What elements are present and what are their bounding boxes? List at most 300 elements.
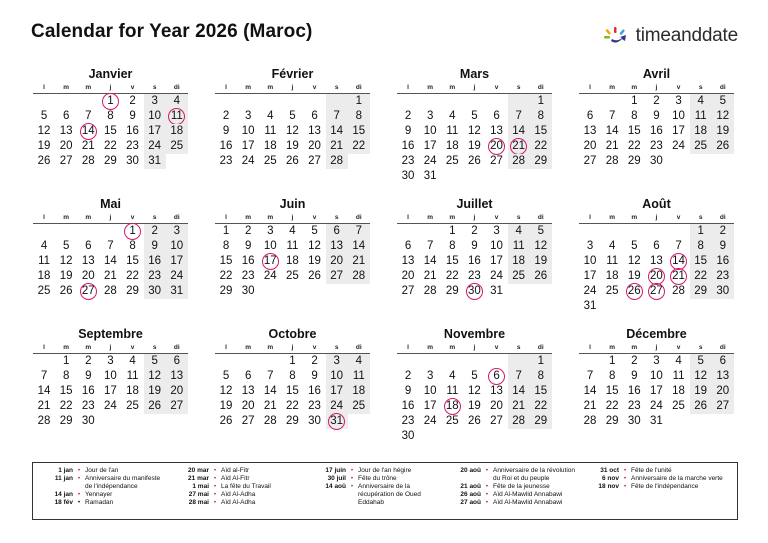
legend-date: 20 mar [188, 467, 209, 474]
day-cell: 4 [675, 355, 682, 367]
day-cell: 21 [423, 270, 437, 282]
empty-day-cell [259, 94, 281, 109]
weekday-label: m [267, 84, 274, 91]
day-cell: 15 [348, 124, 370, 139]
empty-day-cell [463, 354, 485, 369]
day-cell: 29 [690, 284, 712, 299]
empty-day-cell [601, 94, 623, 109]
day-cell: 7 [508, 109, 530, 124]
day-cell: 11 [508, 239, 530, 254]
day-cell: 28 [104, 285, 117, 297]
day-grid [215, 224, 370, 299]
day-cell: 10 [326, 369, 348, 384]
day-cell: 22 [348, 139, 370, 154]
legend-date: 1 jan [58, 467, 73, 474]
weekday-label: m [449, 344, 456, 351]
legend-date: 18 nov [598, 483, 619, 490]
legend-item [171, 491, 303, 499]
legend-item [171, 499, 303, 507]
day-cell: 5 [631, 240, 638, 252]
day-cell: 18 [37, 270, 51, 282]
day-cell: 22 [690, 269, 712, 284]
empty-day-cell [508, 354, 530, 369]
empty-day-cell [645, 224, 667, 239]
weekday-header [397, 343, 552, 354]
legend-column [308, 467, 440, 507]
day-cell: 4 [449, 370, 456, 382]
day-cell: 14 [263, 385, 277, 397]
day-cell: 11 [286, 240, 299, 252]
day-cell: 20 [326, 254, 348, 269]
empty-day-cell [601, 224, 623, 239]
day-cell: 9 [471, 240, 478, 252]
day-cell: 6 [653, 240, 660, 252]
legend-date: 6 nov [602, 475, 619, 482]
weekday-label: m [63, 214, 70, 221]
day-cell: 2 [712, 224, 734, 239]
weekday-label: s [698, 84, 703, 91]
day-cell: 9 [311, 370, 318, 382]
day-cell: 29 [126, 285, 139, 297]
day-cell: 25 [286, 270, 299, 282]
empty-day-cell [623, 224, 645, 239]
day-cell: 13 [241, 385, 255, 397]
weekday-label: j [109, 344, 112, 351]
legend-holiday-name: Fête du trône [358, 475, 397, 482]
weekday-label: l [407, 84, 409, 91]
day-cell: 15 [219, 255, 233, 267]
day-cell: 31 [166, 284, 188, 299]
day-cell: 16 [401, 400, 415, 412]
day-cell: 9 [631, 370, 638, 382]
day-cell: 24 [423, 415, 437, 427]
day-cell: 9 [712, 239, 734, 254]
day-cell: 21 [263, 400, 277, 412]
weekday-label: m [449, 214, 456, 221]
holiday-day-cell: 14 [77, 124, 99, 139]
legend-item [308, 483, 440, 507]
day-cell: 19 [144, 384, 166, 399]
weekday-label: di [173, 344, 180, 351]
month-6 [215, 196, 370, 299]
legend-column [443, 467, 579, 507]
day-cell: 15 [126, 255, 139, 267]
day-grid [397, 94, 552, 184]
day-cell: 19 [690, 384, 712, 399]
legend-holiday-name: Ramadan [85, 499, 114, 506]
day-cell: 18 [690, 124, 712, 139]
legend-date: 31 oct [600, 467, 619, 474]
months-grid [33, 66, 741, 446]
day-cell: 23 [401, 415, 415, 427]
weekday-label: v [130, 344, 135, 351]
day-cell: 8 [107, 110, 114, 122]
legend-date: 28 mai [188, 499, 209, 506]
weekday-label: m [245, 344, 252, 351]
day-cell: 10 [423, 385, 437, 397]
weekday-header [215, 213, 370, 224]
day-cell: 26 [712, 139, 734, 154]
day-cell: 22 [104, 140, 117, 152]
legend-item [35, 499, 167, 507]
day-cell: 11 [126, 370, 139, 382]
day-cell: 6 [712, 354, 734, 369]
weekday-header [397, 83, 552, 94]
holiday-day-cell: 21 [508, 139, 530, 154]
weekday-header [579, 83, 734, 94]
day-cell: 31 [490, 285, 503, 297]
day-cell: 23 [219, 155, 233, 167]
legend-holiday-name: Fête de la jeunesse [493, 483, 550, 490]
day-cell: 12 [530, 239, 552, 254]
weekday-label: m [267, 214, 274, 221]
legend-item [443, 499, 579, 507]
day-cell: 17 [241, 140, 255, 152]
weekday-label: s [516, 84, 521, 91]
day-cell: 14 [348, 239, 370, 254]
day-cell: 25 [508, 269, 530, 284]
day-cell: 10 [650, 370, 663, 382]
day-cell: 8 [530, 369, 552, 384]
legend-date: 21 mar [188, 475, 209, 482]
legend-holiday-name: Anniversaire de la marche verte [631, 475, 723, 482]
day-cell: 27 [308, 155, 321, 167]
weekday-label: v [130, 214, 135, 221]
day-cell: 7 [426, 240, 434, 252]
day-grid [215, 354, 370, 429]
holiday-day-cell: 27 [645, 284, 667, 299]
weekday-header [33, 213, 188, 224]
day-grid [579, 94, 734, 169]
day-cell: 26 [530, 269, 552, 284]
day-cell: 15 [530, 384, 552, 399]
day-cell: 17 [144, 124, 166, 139]
day-cell: 12 [690, 369, 712, 384]
empty-day-cell [77, 224, 99, 239]
weekday-header [397, 213, 552, 224]
bullet-icon: • [350, 475, 354, 482]
weekday-label: v [312, 84, 317, 91]
day-cell: 15 [59, 385, 73, 397]
day-cell: 28 [326, 154, 348, 169]
legend-item [35, 491, 167, 499]
day-cell: 24 [104, 400, 117, 412]
day-cell: 11 [38, 255, 51, 267]
day-cell: 19 [286, 140, 299, 152]
day-cell: 13 [583, 125, 597, 137]
day-cell: 7 [326, 109, 348, 124]
day-cell: 1 [289, 355, 296, 367]
day-cell: 25 [263, 155, 277, 167]
day-cell: 20 [241, 400, 255, 412]
day-cell: 10 [104, 370, 117, 382]
empty-day-cell [419, 224, 441, 239]
day-cell: 9 [404, 125, 412, 137]
empty-day-cell [55, 94, 77, 109]
legend-holiday-name: Fête de l'indépendance [631, 483, 699, 490]
day-cell: 19 [308, 255, 321, 267]
day-cell: 15 [445, 255, 459, 267]
day-cell: 22 [219, 270, 233, 282]
day-cell: 30 [241, 285, 255, 297]
day-cell: 29 [605, 415, 619, 427]
month-8 [579, 196, 734, 314]
day-cell: 19 [219, 400, 233, 412]
day-cell: 21 [508, 399, 530, 414]
day-cell: 18 [166, 124, 188, 139]
day-cell: 24 [326, 399, 348, 414]
bullet-icon: • [623, 467, 627, 474]
month-name: Avril [642, 67, 671, 81]
legend-date: 30 juil [327, 475, 346, 482]
day-cell: 31 [650, 415, 663, 427]
brand-logo[interactable] [603, 24, 738, 48]
weekday-label: l [225, 214, 227, 221]
day-cell: 28 [263, 415, 277, 427]
holiday-day-cell: 6 [486, 369, 508, 384]
month-name: Octobre [268, 327, 317, 341]
day-cell: 17 [104, 385, 117, 397]
weekday-label: l [225, 344, 227, 351]
day-cell: 21 [81, 140, 95, 152]
legend-holiday-name: Aïd Al-Adha [221, 491, 256, 498]
day-cell: 8 [289, 370, 296, 382]
day-cell: 16 [308, 385, 321, 397]
day-cell: 18 [508, 254, 530, 269]
day-cell: 23 [468, 270, 481, 282]
day-cell: 3 [653, 355, 660, 367]
day-cell: 7 [508, 369, 530, 384]
weekday-label: di [719, 84, 726, 91]
bullet-icon: • [213, 483, 217, 490]
day-cell: 30 [712, 284, 734, 299]
day-cell: 3 [493, 225, 500, 237]
day-cell: 15 [104, 125, 117, 137]
weekday-label: di [173, 214, 180, 221]
day-cell: 7 [608, 110, 616, 122]
month-3 [397, 66, 552, 184]
legend-date: 14 jan [54, 491, 73, 498]
month-1 [33, 66, 188, 169]
weekday-label: v [676, 214, 681, 221]
day-cell: 24 [423, 155, 437, 167]
day-cell: 23 [627, 400, 641, 412]
legend-item [171, 467, 303, 475]
bullet-icon: • [623, 475, 627, 482]
legend-date: 26 aoû [460, 491, 481, 498]
day-cell: 24 [144, 139, 166, 154]
day-cell: 18 [286, 255, 299, 267]
weekday-label: m [245, 214, 252, 221]
bullet-icon: • [350, 467, 354, 474]
weekday-label: l [589, 344, 591, 351]
day-cell: 23 [126, 140, 139, 152]
day-cell: 20 [712, 384, 734, 399]
legend-holiday-name: Aïd Al-Adha [221, 499, 256, 506]
day-cell: 24 [672, 140, 685, 152]
day-cell: 25 [126, 400, 139, 412]
day-cell: 23 [308, 400, 321, 412]
weekday-label: m [427, 344, 434, 351]
legend-holiday-name: Jour de l'an [85, 467, 119, 474]
day-cell: 26 [690, 399, 712, 414]
day-cell: 21 [583, 400, 597, 412]
day-cell: 13 [326, 239, 348, 254]
day-cell: 16 [241, 255, 255, 267]
day-cell: 6 [586, 110, 594, 122]
weekday-label: m [609, 214, 616, 221]
day-cell: 12 [219, 385, 233, 397]
day-cell: 29 [59, 415, 73, 427]
day-cell: 21 [326, 139, 348, 154]
day-cell: 5 [712, 94, 734, 109]
day-grid [33, 354, 188, 429]
day-grid [579, 224, 734, 314]
bullet-icon: • [213, 467, 217, 474]
day-cell: 11 [446, 385, 459, 397]
legend-date: 1 mai [192, 483, 209, 490]
weekday-label: j [291, 84, 294, 91]
day-cell: 25 [348, 399, 370, 414]
empty-day-cell [281, 94, 303, 109]
day-cell: 29 [286, 415, 299, 427]
bullet-icon: • [213, 499, 217, 506]
day-cell: 22 [59, 400, 73, 412]
day-cell: 7 [586, 370, 594, 382]
day-cell: 16 [650, 125, 663, 137]
weekday-label: s [516, 344, 521, 351]
day-cell: 3 [267, 225, 274, 237]
day-cell: 15 [690, 254, 712, 269]
day-cell: 25 [166, 139, 188, 154]
day-cell: 25 [605, 285, 619, 297]
day-cell: 8 [530, 109, 552, 124]
weekday-label: di [355, 344, 362, 351]
day-cell: 2 [653, 95, 660, 107]
month-name: Mars [459, 67, 490, 81]
legend-item [443, 483, 579, 491]
day-cell: 28 [508, 154, 530, 169]
day-cell: 11 [264, 125, 277, 137]
day-cell: 23 [401, 155, 415, 167]
day-cell: 26 [308, 270, 321, 282]
day-cell: 5 [62, 240, 70, 252]
legend-holiday-name: Anniversaire de la révolution du Roi et du peuple [493, 467, 576, 482]
day-cell: 28 [81, 155, 95, 167]
day-cell: 28 [672, 285, 685, 297]
day-cell: 27 [326, 269, 348, 284]
day-cell: 8 [449, 240, 456, 252]
holiday-day-cell: 20 [486, 139, 508, 154]
weekday-label: s [698, 214, 703, 221]
weekday-label: m [63, 84, 70, 91]
legend-holiday-name: Aïd Al-Mawlid Annabawi [493, 499, 563, 506]
day-cell: 14 [605, 125, 619, 137]
day-cell: 11 [446, 125, 459, 137]
day-cell: 10 [144, 109, 166, 124]
holiday-legend [32, 462, 738, 520]
day-cell: 24 [166, 269, 188, 284]
day-grid [397, 224, 552, 299]
day-cell: 13 [166, 369, 188, 384]
day-cell: 7 [267, 370, 274, 382]
month-12 [579, 326, 734, 429]
weekday-label: m [245, 84, 252, 91]
day-cell: 14 [37, 385, 51, 397]
day-cell: 13 [59, 125, 73, 137]
month-name: Juin [279, 197, 306, 211]
day-cell: 6 [404, 240, 412, 252]
day-cell: 4 [267, 110, 274, 122]
empty-day-cell [33, 354, 55, 369]
legend-date: 14 aoû [325, 483, 346, 490]
day-cell: 29 [627, 155, 641, 167]
day-cell: 26 [468, 155, 481, 167]
day-cell: 22 [445, 270, 459, 282]
day-cell: 19 [37, 140, 51, 152]
day-cell: 5 [289, 110, 296, 122]
day-cell: 24 [490, 270, 503, 282]
day-cell: 10 [263, 240, 277, 252]
day-cell: 9 [144, 239, 166, 254]
day-cell: 13 [650, 255, 663, 267]
empty-day-cell [419, 94, 441, 109]
legend-item [308, 475, 440, 483]
month-11 [397, 326, 552, 444]
day-cell: 16 [712, 254, 734, 269]
day-cell: 4 [508, 224, 530, 239]
legend-holiday-name: Aïd Al-Mawlid Annabawi [493, 491, 563, 498]
day-cell: 4 [348, 354, 370, 369]
day-cell: 20 [166, 384, 188, 399]
legend-holiday-name: Anniversaire de la récupération de Oued Eddahab [358, 483, 421, 506]
day-cell: 7 [675, 240, 682, 252]
day-cell: 7 [348, 224, 370, 239]
weekday-label: di [537, 344, 544, 351]
day-cell: 19 [468, 140, 481, 152]
day-cell: 17 [672, 125, 685, 137]
day-cell: 16 [144, 254, 166, 269]
weekday-label: l [589, 84, 591, 91]
weekday-label: j [655, 214, 658, 221]
day-cell: 30 [81, 415, 95, 427]
day-cell: 16 [627, 385, 641, 397]
day-cell: 2 [144, 224, 166, 239]
empty-day-cell [326, 94, 348, 109]
month-name: Novembre [443, 327, 506, 341]
legend-holiday-name: Aïd Al-Fitr [221, 475, 250, 482]
legend-item [581, 467, 731, 475]
day-cell: 30 [401, 430, 415, 442]
weekday-label: v [130, 84, 135, 91]
empty-day-cell [33, 94, 55, 109]
day-cell: 1 [222, 225, 230, 237]
day-cell: 20 [490, 400, 503, 412]
day-cell: 3 [244, 110, 252, 122]
day-cell: 16 [401, 140, 415, 152]
legend-date: 27 aoû [460, 499, 481, 506]
weekday-label: v [676, 344, 681, 351]
day-cell: 4 [166, 94, 188, 109]
day-cell: 5 [471, 110, 478, 122]
day-cell: 4 [289, 225, 296, 237]
legend-item [581, 475, 731, 483]
day-cell: 20 [59, 140, 73, 152]
weekday-label: m [631, 84, 638, 91]
bullet-icon: • [213, 491, 217, 498]
day-cell: 10 [241, 125, 255, 137]
weekday-label: m [85, 214, 92, 221]
